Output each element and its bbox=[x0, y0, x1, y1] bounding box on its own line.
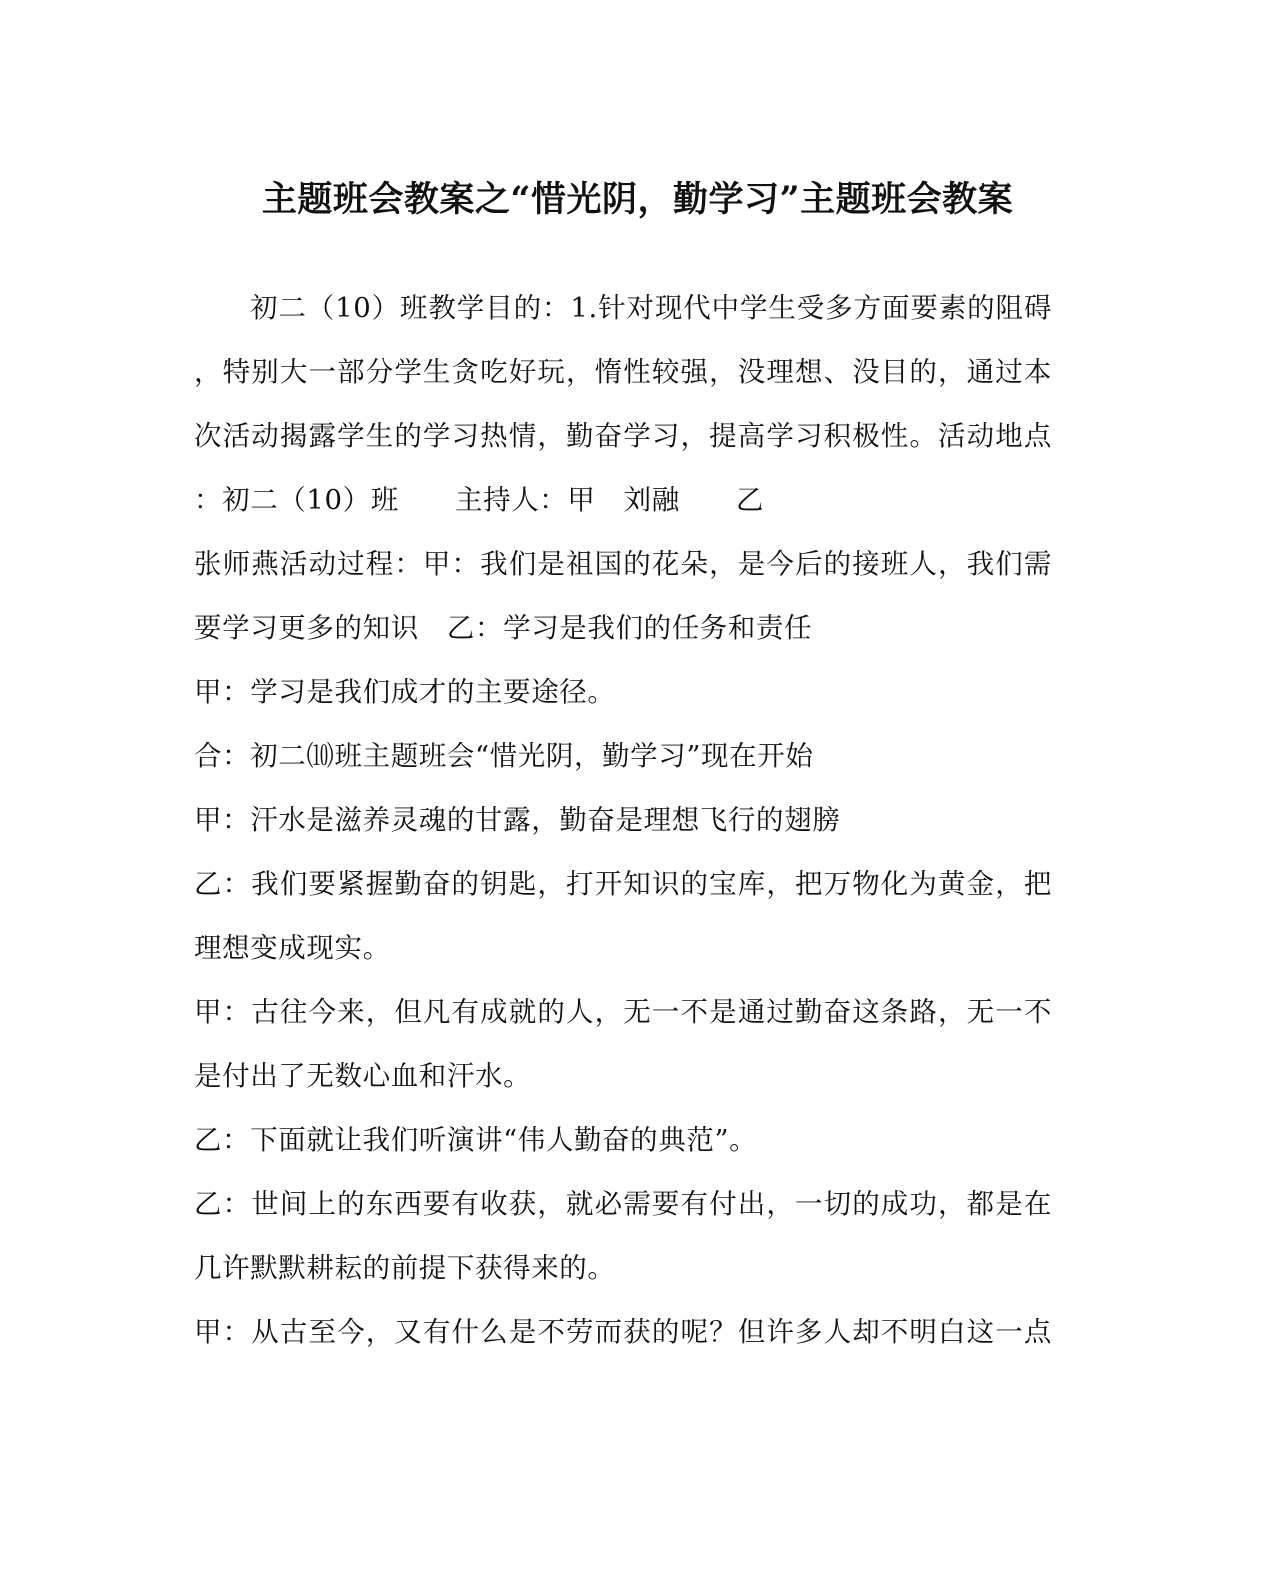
paragraph-line: ，特别大一部分学生贪吃好玩，惰性较强，没理想、没目的，通过本 bbox=[194, 356, 1052, 388]
paragraph-line: 合：初二⑽班主题班会“惜光阴，勤学习”现在开始 bbox=[194, 740, 814, 772]
paragraph-line: 是付出了无数心血和汗水。 bbox=[194, 1060, 532, 1092]
paragraph-line: 乙：下面就让我们听演讲“伟人勤奋的典范”。 bbox=[194, 1124, 758, 1156]
paragraph-line: 张师燕活动过程：甲：我们是祖国的花朵，是今后的接班人，我们需 bbox=[194, 548, 1052, 580]
paragraph-line: 乙：我们要紧握勤奋的钥匙，打开知识的宝库，把万物化为黄金，把 bbox=[194, 868, 1052, 900]
paragraph-line: 甲：从古至今，又有什么是不劳而获的呢？但许多人却不明白这一点 bbox=[194, 1316, 1052, 1348]
paragraph-line: 要学习更多的知识 乙：学习是我们的任务和责任 bbox=[194, 612, 813, 644]
paragraph-line: 甲：古往今来，但凡有成就的人，无一不是通过勤奋这条路，无一不 bbox=[194, 996, 1052, 1028]
paragraph-line: 初二（10）班教学目的：1.针对现代中学生受多方面要素的阻碍 bbox=[250, 292, 1052, 324]
paragraph-line: 几许默默耕耘的前提下获得来的。 bbox=[194, 1252, 616, 1284]
paragraph-line: 次活动揭露学生的学习热情，勤奋学习，提高学习积极性。活动地点 bbox=[194, 420, 1052, 452]
paragraph-line: 乙：世间上的东西要有收获，就必需要有付出，一切的成功，都是在 bbox=[194, 1188, 1052, 1220]
paragraph-line: 甲：学习是我们成才的主要途径。 bbox=[194, 676, 616, 708]
paragraph-line: 理想变成现实。 bbox=[194, 932, 391, 964]
document-title: 主题班会教案之“惜光阴，勤学习”主题班会教案 bbox=[261, 179, 1014, 220]
paragraph-line: ：初二（10）班 主持人：甲 刘融 乙 bbox=[194, 484, 765, 516]
paragraph-line: 甲：汗水是滋养灵魂的甘露，勤奋是理想飞行的翅膀 bbox=[194, 804, 841, 836]
